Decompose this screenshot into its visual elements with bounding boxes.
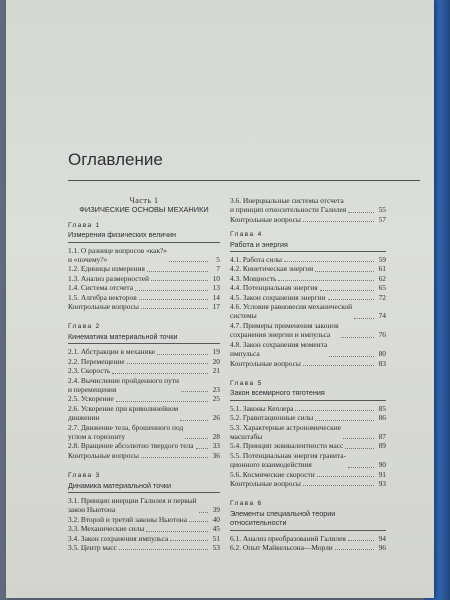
page-number: 57 [378,214,386,224]
toc-entry [230,451,386,470]
leader-dots [315,420,374,421]
page-number: 85 [378,403,386,413]
entry-title: 2.7. Движение тела, брошенного под углом к горизонту [68,422,184,441]
entry-title: 6.1. Анализ преобразований Галилея [230,533,346,543]
spacer [230,488,386,493]
toc-entry [230,423,386,442]
entry-title: 4.5. Закон сохранения энергии [230,292,326,302]
toc-entry [68,246,220,265]
leader-dots [303,485,374,486]
leader-dots [112,373,208,374]
page-number: 61 [378,264,386,274]
chapter-block [230,499,386,552]
chapter-number: Глава 5 [230,379,263,387]
leader-dots [345,448,374,449]
leader-dots [139,299,208,300]
spacer [68,311,220,316]
entry-title: 1.2. Единицы измерения [68,264,145,274]
page-number: 26 [212,413,220,423]
page-number: 45 [212,524,220,534]
toc-entry [68,347,220,356]
entry-title: 5.4. Принцип эквивалентности масс [230,441,344,451]
page-number: 13 [212,283,220,293]
entry-title: 4.6. Условия равновесия механической системы [230,302,353,321]
leader-dots [135,290,208,291]
leader-dots [116,401,208,402]
part-title: ФИЗИЧЕСКИЕ ОСНОВЫ МЕХАНИКИ [79,205,209,215]
toc-entry [230,340,386,359]
spacer [230,552,386,557]
page-number: 33 [212,441,220,451]
chapter-number: Глава 1 [68,221,101,229]
toc-entry [230,215,386,224]
chapter-number: Глава 6 [230,500,263,508]
entry-title: 2.1. Абстракции в механике [68,347,156,357]
toc-entry [68,357,220,366]
entry-title: Контрольные вопросы [230,214,301,224]
page-number: 20 [212,356,220,366]
chapter-title: Работа и энергия [230,240,386,252]
entry-title: 3.1. Принцип инерции Галилея и первый закон Ньютона [68,495,197,515]
chapter-title: Кинематика материальной точки [68,332,220,344]
leader-dots [180,420,208,421]
page-number: 40 [212,514,220,524]
entry-title: 1.1. О разнице вопросов «как?» и «почему?» [68,245,168,265]
chapter-block [230,230,386,368]
page-number: 7 [216,264,220,274]
page-number: 19 [212,347,220,357]
page-number: 90 [378,460,386,470]
chapter-number: Глава 4 [230,231,263,239]
right-chapters [230,230,386,557]
toc-entry [68,423,220,442]
entry-title: 2.2. Перемещение [68,356,125,366]
entry-title: 3.4. Закон сохранения импульса [68,533,169,543]
entry-title: 5.5. Потенциальная энергия гравита- ционного взаимодействия [230,450,346,470]
toc-entry [68,264,220,273]
entry-title: 5.3. Характерные астрономические масштабы [230,422,341,441]
leader-dots [315,271,374,272]
entry-title: 4.4. Потенциальная энергия [230,283,318,293]
entry-title: Контрольные вопросы [230,358,301,368]
leader-dots [147,271,208,272]
leader-dots [151,280,208,281]
page-number: 59 [378,255,386,265]
toc-entry [68,302,220,311]
toc-entry [68,404,220,423]
page-number: 55 [378,205,386,215]
leader-dots [146,531,208,532]
chapter-number: Глава 3 [68,472,101,480]
toc-entry [68,543,220,552]
page-number: 89 [378,441,386,451]
page-number: 25 [212,394,220,404]
toc-left-column [68,196,220,557]
entry-title: Контрольные вопросы [68,450,139,460]
leader-dots [141,457,208,458]
page-number: 62 [378,273,386,283]
leader-dots [303,221,374,222]
entry-title: 1.5. Алгебра векторов [68,292,137,302]
chapter-title: Закон всемирного тяготения [230,388,386,400]
entry-title: 2.4. Вычисление пройденного пути и перемещения [68,375,179,394]
entry-title: 5.1. Законы Кеплера [230,403,294,413]
right-top-entries [230,196,386,224]
leader-dots [169,261,208,262]
leader-dots [303,365,374,366]
toc-entry [68,293,220,302]
leader-dots [335,549,374,550]
toc-entry [230,302,386,321]
page-number: 94 [378,533,386,543]
chapter-block [68,471,220,552]
page-number: 91 [378,469,386,479]
chapter-title: Динамика материальной точки [68,481,220,493]
leader-dots [348,467,374,468]
leader-dots [354,318,374,319]
toc-entry [230,264,386,273]
toc-entry [230,293,386,302]
book-page [6,0,434,598]
entry-title: 5.2. Гравитационные силы [230,413,314,423]
toc-right-column [230,196,386,557]
leader-dots [343,438,374,439]
toc-entry [230,543,386,552]
leader-dots [157,354,208,355]
page-number: 53 [212,543,220,552]
page-number: 28 [212,431,220,441]
toc-entry [230,441,386,450]
leader-dots [341,337,374,338]
entry-title: 2.6. Ускорение при криволинейном движении [68,403,179,423]
toc-entry [68,366,220,375]
page-number: 21 [212,366,220,376]
page-number: 10 [212,273,220,283]
entry-title: 3.5. Центр масс [68,543,117,552]
toc-entry [68,524,220,533]
page-number: 93 [378,478,386,488]
entry-title: 4.1. Работа силы [230,255,283,265]
page-number: 39 [212,505,220,515]
leader-dots [185,438,208,439]
page-number: 14 [212,292,220,302]
toc-entry [230,321,386,340]
entry-title: 4.8. Закон сохранения момента импульса [230,339,328,359]
page-number: 36 [212,450,220,460]
page-number: 51 [212,533,220,543]
leader-dots [189,521,208,522]
left-chapters [68,221,220,558]
entry-title: 2.5. Ускорение [68,394,114,404]
page-number: 5 [216,255,220,265]
leader-dots [320,290,374,291]
entry-title: Контрольные вопросы [68,302,139,312]
toc-entry [230,534,386,543]
chapter-number: Глава 2 [68,323,101,331]
leader-dots [119,549,208,550]
page-number: 17 [212,302,220,312]
toc-entry [68,515,220,524]
spacer [68,460,220,465]
leader-dots [170,540,208,541]
toc-entry [68,394,220,403]
page-number: 23 [212,384,220,394]
entry-title: 3.6. Инерциальные системы отсчета и принцип относительности Галилея [230,196,347,215]
leader-dots [348,212,374,213]
entry-title: 2.8. Вращение абсолютно твердого тела [68,441,194,451]
page-number: 72 [378,292,386,302]
toc-entry [230,359,386,368]
toc-entry [230,274,386,283]
toc-entry [68,283,220,292]
leader-dots [196,448,209,449]
page-number: 86 [378,413,386,423]
leader-dots [329,356,374,357]
toc-entry [230,255,386,264]
toc-entry [68,274,220,283]
leader-dots [284,261,374,262]
leader-dots [317,476,374,477]
page-number: 76 [378,330,386,340]
entry-title: 6.2. Опыт Майкельсона—Морли [230,543,333,552]
page-number: 87 [378,431,386,441]
chapter-title: Измерения физических величин [68,230,220,242]
toc-entry [68,496,220,515]
toc-entry [68,441,220,450]
chapter-title: Элементы специальной теории относительности [230,509,386,531]
part-number: Часть 1 [129,196,159,205]
page-title: Оглавление [68,150,163,169]
chapter-block [68,221,220,312]
page-number: 65 [378,283,386,293]
leader-dots [141,308,208,309]
page-number: 83 [378,358,386,368]
leader-dots [328,299,374,300]
page-number: 74 [378,311,386,321]
entry-title: 4.3. Мощность [230,273,277,283]
leader-dots [278,280,374,281]
leader-dots [181,391,208,392]
entry-title: 2.3. Скорость [68,366,111,376]
page-number: 96 [378,543,386,552]
toc-entry [68,451,220,460]
toc-entry [230,470,386,479]
entry-title: 5.6. Космические скорости [230,469,315,479]
chapter-block [230,379,386,488]
leader-dots [199,512,208,513]
entry-title: 4.7. Примеры применения законов сохранения энергии и импульса [230,320,339,340]
entry-title: Контрольные вопросы [230,478,301,488]
toc-entry [68,534,220,543]
spacer [68,552,220,557]
leader-dots [348,540,374,541]
title-rule [68,180,420,181]
toc-entry [68,376,220,395]
entry-title: 1.3. Анализ размерностей [68,273,150,283]
entry-title: 3.3. Механические силы [68,524,145,534]
toc-entry [230,283,386,292]
toc-entry [230,413,386,422]
leader-dots [295,410,374,411]
entry-title: 1.4. Система отсчета [68,283,134,293]
entry-title: 4.2. Кинетическая энергия [230,264,314,274]
leader-dots [127,363,208,364]
toc-entry [230,196,386,215]
entry-title: 3.2. Второй и третий законы Ньютона [68,514,188,524]
chapter-block [68,322,220,460]
page-number: 80 [378,349,386,359]
toc-entry [230,404,386,413]
spacer [230,368,386,373]
toc-entry [230,479,386,488]
